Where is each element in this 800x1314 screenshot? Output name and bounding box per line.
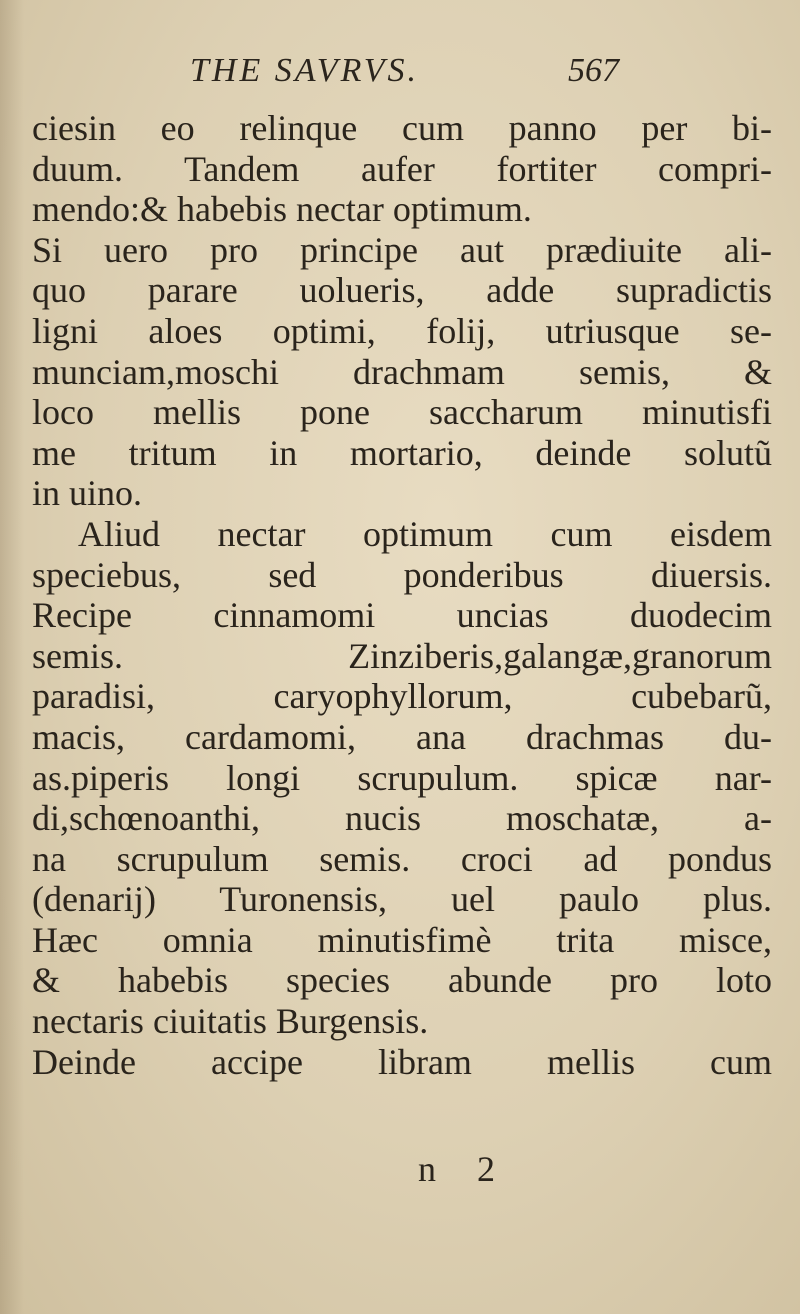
text-line: duum. Tandem aufer fortiter compri- — [32, 148, 772, 189]
text-line: Hæc omnia minutisfimè trita misce, — [32, 919, 772, 960]
body-text — [32, 108, 772, 1082]
text-line: Si uero pro principe aut prædiuite ali- — [32, 229, 772, 270]
text-line: Deinde accipe libram mellis cum — [32, 1041, 772, 1082]
text-line: Aliud nectar optimum cum eisdem — [78, 513, 772, 554]
text-line: & habebis species abunde pro loto — [32, 960, 772, 1001]
text-line: munciam,moschi drachmam semis, & — [32, 351, 772, 392]
text-line: me tritum in mortario, deinde solutũ — [32, 432, 772, 473]
text-line: (denarij) Turonensis, uel paulo plus. — [32, 879, 772, 920]
text-line: Recipe cinnamomi uncias duodecim — [32, 595, 772, 636]
text-line: loco mellis pone saccharum minutisfi — [32, 392, 772, 433]
running-title: THE SAVRVS. — [190, 52, 419, 89]
text-line: quo parare uolueris, adde supradictis — [32, 270, 772, 311]
text-line: di,schœnoanthi, nucis moschatæ, a- — [32, 798, 772, 839]
page-gutter-shadow — [0, 0, 24, 1314]
signature-mark: n 2 — [418, 1149, 511, 1189]
text-line: as.piperis longi scrupulum. spicæ nar- — [32, 757, 772, 798]
text-line: in uino. — [32, 473, 143, 514]
text-line: paradisi, caryophyllorum, cubebarũ, — [32, 676, 772, 717]
page-number: 567 — [568, 52, 619, 89]
text-line: speciebus, sed ponderibus diuersis. — [32, 554, 772, 595]
text-line: ligni aloes optimi, folij, utriusque se- — [32, 310, 772, 351]
text-line: na scrupulum semis. croci ad pondus — [32, 838, 772, 879]
text-line: nectaris ciuitatis Burgensis. — [32, 1001, 429, 1042]
text-line: ciesin eo relinque cum panno per bi- — [32, 108, 772, 148]
text-line: semis. Zinziberis,galangæ,granorum — [32, 635, 772, 676]
text-line: macis, cardamomi, ana drachmas du- — [32, 716, 772, 757]
page-header — [0, 52, 800, 100]
text-line: mendo:& habebis nectar optimum. — [32, 189, 532, 230]
